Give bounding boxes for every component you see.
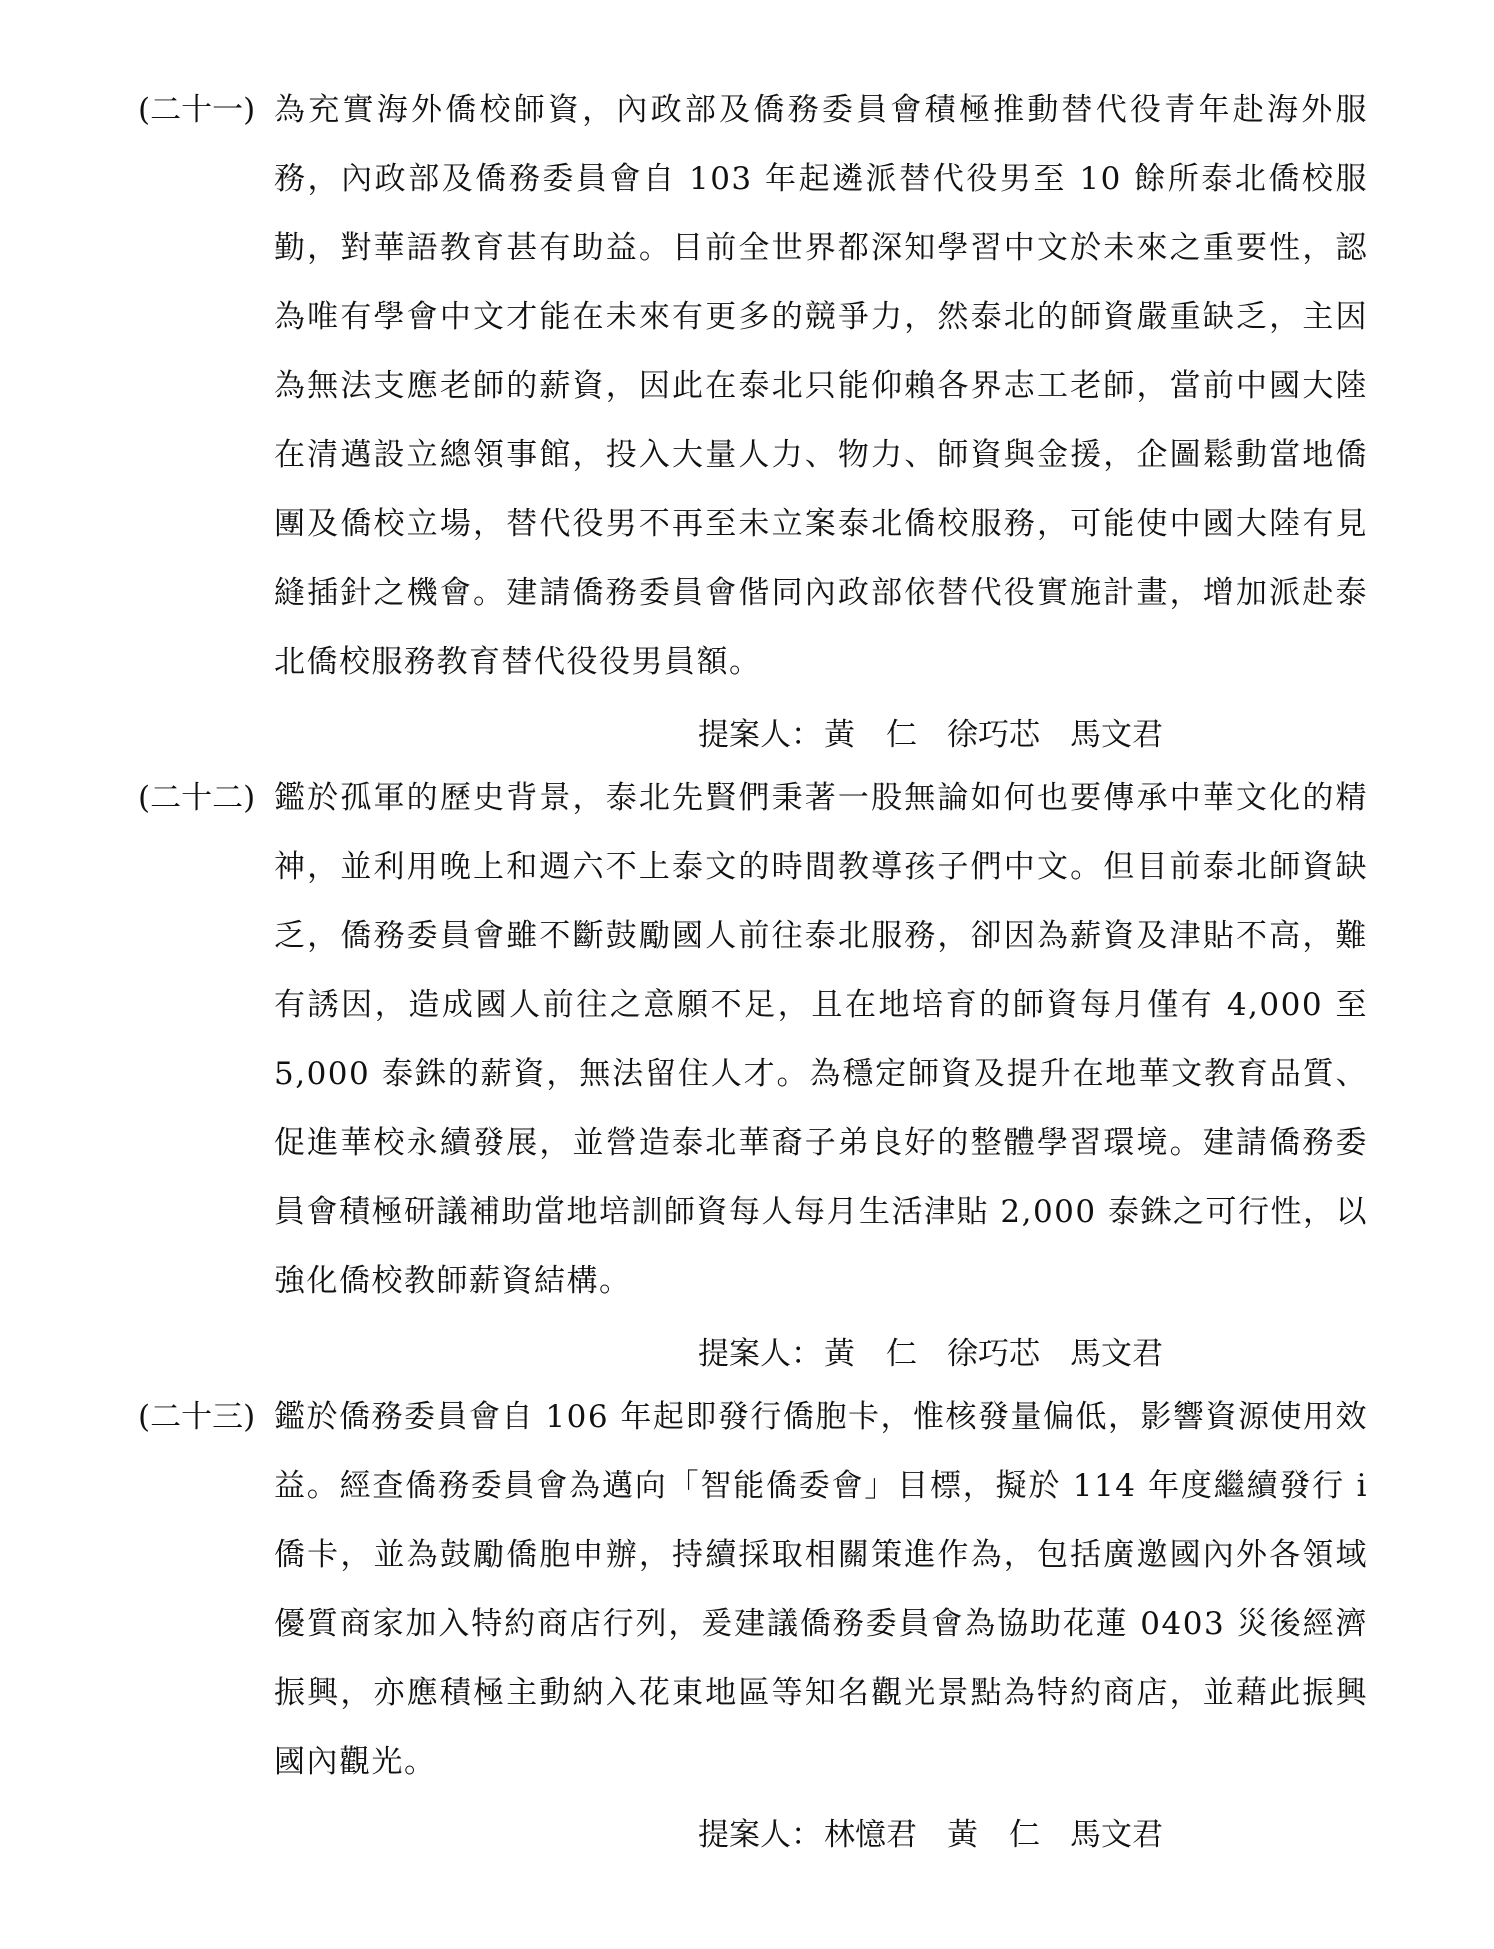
proposer-label: 提案人： [698, 1336, 822, 1372]
proposer-name: 黃 仁 [824, 717, 917, 753]
proposal-number: (二十三) [138, 1399, 256, 1435]
proposal-item [138, 764, 1368, 1316]
proposer-line [138, 701, 1368, 770]
proposer-name: 徐巧芯 [947, 717, 1040, 753]
proposer-label: 提案人： [698, 717, 822, 753]
proposer-name: 徐巧芯 [947, 1336, 1040, 1372]
proposer-name: 黃 仁 [947, 1817, 1040, 1853]
proposal-22 [138, 764, 1368, 1389]
proposal-number: (二十二) [138, 780, 256, 816]
proposer-name: 馬文君 [1070, 1336, 1163, 1372]
proposal-23 [138, 1383, 1368, 1870]
proposal-21 [138, 76, 1368, 770]
proposal-number: (二十一) [138, 92, 256, 128]
proposal-text: 為充實海外僑校師資，內政部及僑務委員會積極推動替代役青年赴海外服務，內政部及僑務委員會自 103 年起遴派替代役男至 10 餘所泰北僑校服勤，對華語教育甚有助益。目前全世界都深知學習中文於未來之重要性，認為唯有學會中文才能在未來有更多的競爭力，然泰北的師資嚴重缺乏，主因為無法支應老師的薪資，因此在泰北只能仰賴各界志工老師，當前中國大陸在清邁設立總領事館，投入大量人力、物力、師資與金援，企圖鬆動當地僑團及僑校立場，替代役男不再至未立案泰北僑校服務，可能使中國大陸有見縫插針之機會。建請僑務委員會偕同內政部依替代役實施計畫，增加派赴泰北僑校服務教育替代役役男員額。 [274, 92, 1368, 680]
proposer-name: 馬文君 [1070, 717, 1163, 753]
proposer-line [138, 1320, 1368, 1389]
proposal-text: 鑑於僑務委員會自 106 年起即發行僑胞卡，惟核發量偏低，影響資源使用效益。經查僑務委員會為邁向「智能僑委會」目標，擬於 114 年度繼續發行 i 僑卡，並為鼓勵僑胞申辦，持續採取相關策進作為，包括廣邀國內外各領域優質商家加入特約商店行列，爰建議僑務委員會為協助花蓮 0403 災後經濟振興，亦應積極主動納入花東地區等知名觀光景點為特約商店，並藉此振興國內觀光。 [274, 1399, 1368, 1780]
proposer-name: 林憶君 [824, 1817, 917, 1853]
proposer-line [138, 1801, 1368, 1870]
proposer-label: 提案人： [698, 1817, 822, 1853]
proposal-item [138, 1383, 1368, 1797]
proposer-name: 馬文君 [1070, 1817, 1163, 1853]
proposal-item [138, 76, 1368, 697]
proposer-name: 黃 仁 [824, 1336, 917, 1372]
proposal-text: 鑑於孤軍的歷史背景，泰北先賢們秉著一股無論如何也要傳承中華文化的精神，並利用晚上和週六不上泰文的時間教導孩子們中文。但目前泰北師資缺乏，僑務委員會雖不斷鼓勵國人前往泰北服務，卻因為薪資及津貼不高，難有誘因，造成國人前往之意願不足，且在地培育的師資每月僅有 4,000 至 5,000 泰銖的薪資，無法留住人才。為穩定師資及提升在地華文教育品質、促進華校永續發展，並營造泰北華裔子弟良好的整體學習環境。建請僑務委員會積極研議補助當地培訓師資每人每月生活津貼 2,000 泰銖之可行性，以強化僑校教師薪資結構。 [274, 780, 1368, 1299]
